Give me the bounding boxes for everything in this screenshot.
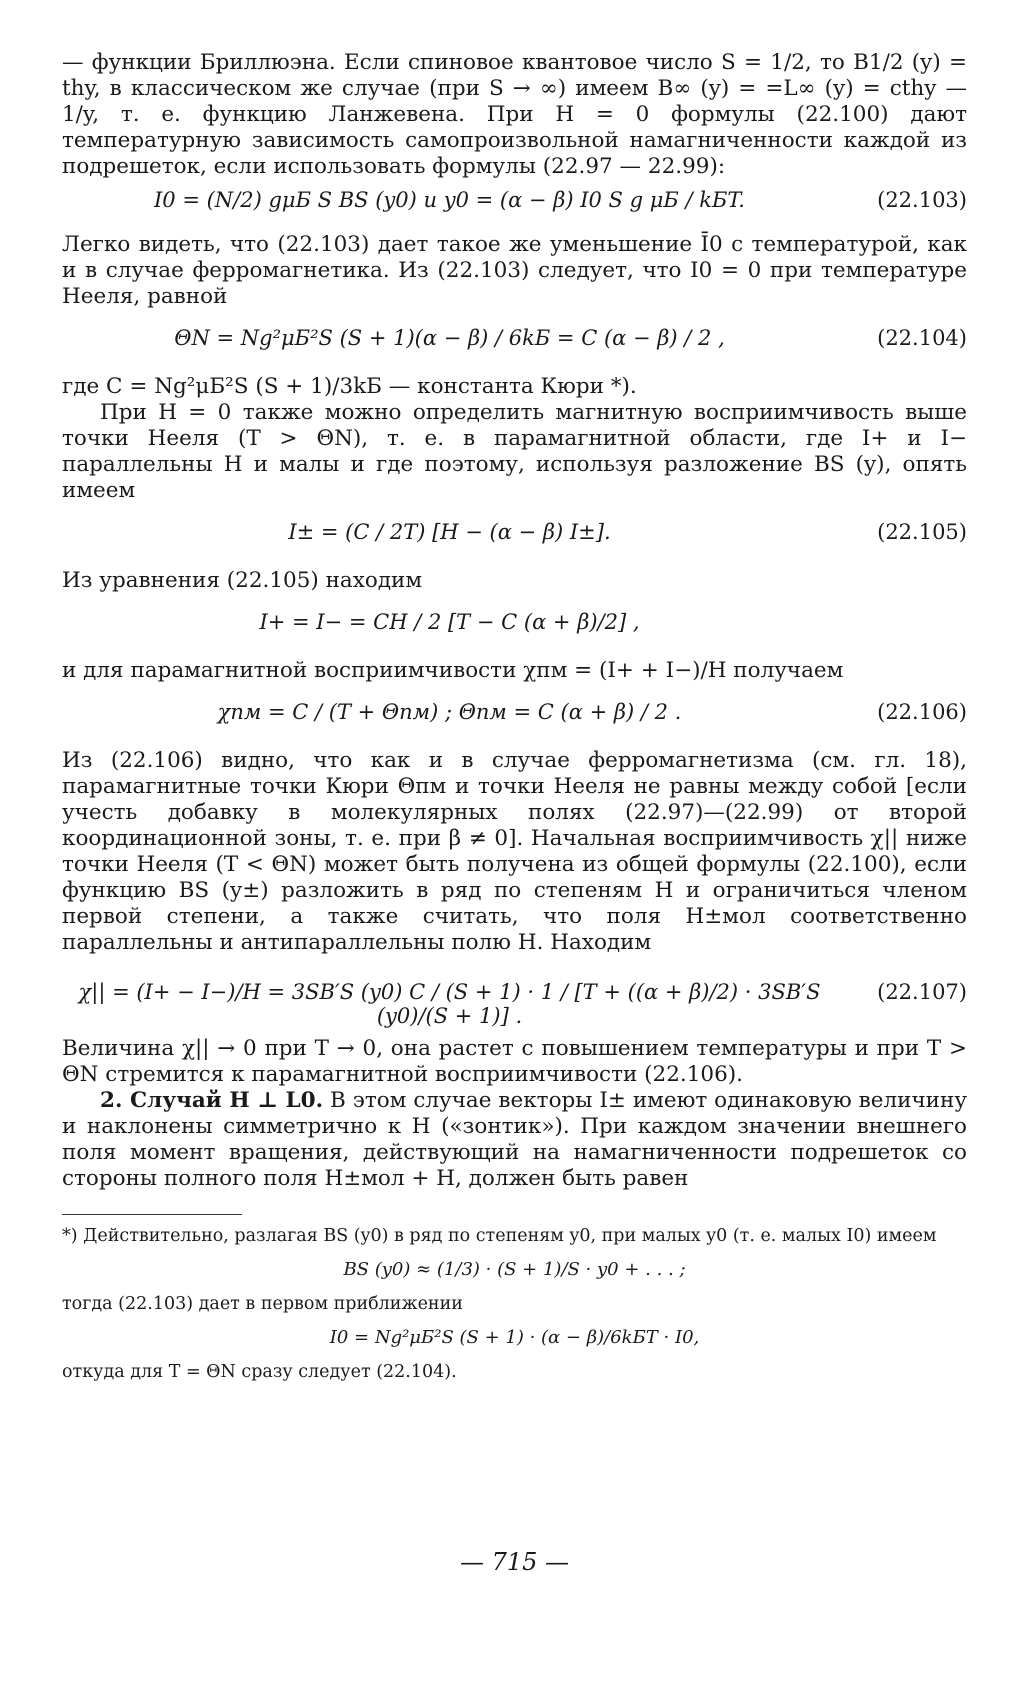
paragraph-curie-neel-points: Из (22.106) видно, что как и в случае ферромагнетизма (см. гл. 18), парамагнитные точки Кюри Θпм и точки Нееля не равны между собой [если учесть добавку в молекулярных полях (22.97)—(22.99) от второй координационной зоны, т. е. при β ≠ 0]. Начальная восприимчивость χ|| ниже точки Нееля (T < ΘN) может быть получена из общей формулы (22.100), если функцию BS (y±) разложить в ряд по степеням H и ограничиться членом первой степени, а также считать, что поля H±мол соответственно параллельны и антипараллельны полю H. Находим bbox=[62, 748, 967, 955]
footnote-equation-1 bbox=[62, 1247, 967, 1293]
footnote-text-1: *) Действительно, разлагая BS (y0) в ряд по степеням y0, при малых y0 (т. е. малых I0) имеем bbox=[62, 1226, 937, 1246]
equation-body: I0 = Ng²μБ²S (S + 1) · (α − β)/6kБT · I0, bbox=[329, 1327, 700, 1348]
paragraph-from-equation: Из уравнения (22.105) находим bbox=[62, 568, 423, 593]
paragraph-neel-temperature: Легко видеть, что (22.103) дает такое же уменьшение Ī0 с температурой, как и в случае ферромагнетика. Из (22.103) следует, что I0 = 0 при температуре Нееля, равной bbox=[62, 232, 967, 309]
equation-number: (22.104) bbox=[877, 326, 967, 350]
equation-unnumbered bbox=[62, 594, 967, 658]
case-text: В этом случае векторы I± имеют одинаковую величину и наклонены симметрично к H («зонтик»). При каждом значении внешнего поля момент вращения, действующий на намагниченности подрешеток со стороны полного поля H±мол + H, должен быть равен bbox=[62, 1088, 967, 1191]
paragraph-paramagnetic-susceptibility: При H = 0 также можно определить магнитную восприимчивость выше точки Нееля (T > ΘN), т. е. в парамагнитной области, где I+ и I− параллельны H и малы и где поэтому, используя разложение BS (y), опять имеем bbox=[62, 400, 967, 503]
page-content bbox=[62, 50, 967, 1383]
equation-22-106 bbox=[62, 684, 967, 748]
equation-body: I± = (C / 2T) [H − (α − β) I±]. bbox=[288, 520, 611, 544]
equation-22-107 bbox=[62, 956, 967, 1036]
equation-number: (22.105) bbox=[877, 520, 967, 544]
page-number: — 715 — bbox=[459, 1548, 570, 1576]
equation-body: I+ = I− = CH / 2 [T − C (α + β)/2] , bbox=[259, 610, 640, 634]
footnote-equation-2 bbox=[62, 1315, 967, 1361]
equation-body: BS (y0) ≈ (1/3) · (S + 1)/S · y0 + . . . ; bbox=[343, 1259, 686, 1280]
equation-body: χ|| = (I+ − I−)/H = 3SB′S (y0) C / (S + 1) · 1 / [T + ((α + β)/2) · 3SB′S (y0)/(S + 1)] . bbox=[78, 980, 821, 1028]
equation-22-105 bbox=[62, 504, 967, 568]
footnote-divider bbox=[62, 1214, 242, 1215]
case-heading: 2. Случай H ⊥ L0. bbox=[100, 1088, 324, 1113]
equation-body: ΘN = Ng²μБ²S (S + 1)(α − β) / 6kБ = C (α − β) / 2 , bbox=[174, 326, 725, 350]
footnote-text-3: откуда для T = ΘN сразу следует (22.104). bbox=[62, 1362, 457, 1382]
equation-22-103 bbox=[62, 180, 967, 232]
equation-22-104 bbox=[62, 310, 967, 374]
paragraph-paramagnetic-chi: и для парамагнитной восприимчивости χпм = (I+ + I−)/H получаем bbox=[62, 658, 844, 683]
paragraph-chi-parallel: Величина χ|| → 0 при T → 0, она растет с повышением температуры и при T > ΘN стремится к парамагнитной восприимчивости (22.106). bbox=[62, 1036, 967, 1087]
paragraph-curie-constant: где C = Ng²μБ²S (S + 1)/3kБ — константа Кюри *). bbox=[62, 374, 637, 399]
equation-number: (22.103) bbox=[877, 188, 967, 212]
equation-number: (22.107) bbox=[877, 980, 967, 1004]
equation-body: χпм = C / (T + Θпм) ; Θпм = C (α + β) / 2 . bbox=[217, 700, 682, 724]
equation-number: (22.106) bbox=[877, 700, 967, 724]
paragraph-brillouin: — функции Бриллюэна. Если спиновое квантовое число S = 1/2, то B1/2 (y) = thy, в классическом же случае (при S → ∞) имеем B∞ (y) = =L∞ (y) = cthy — 1/y, т. е. функцию Ланжевена. При H = 0 формулы (22.100) дают температурную зависимость самопроизвольной намагниченности каждой из подрешеток, если использовать формулы (22.97 — 22.99): bbox=[62, 50, 967, 179]
paragraph-case-perpendicular bbox=[62, 1088, 967, 1192]
equation-body: I0 = (N/2) gμБ S BS (y0) и y0 = (α − β) I0 S g μБ / kБT. bbox=[154, 188, 745, 212]
footnote-text-2: тогда (22.103) дает в первом приближении bbox=[62, 1294, 463, 1314]
